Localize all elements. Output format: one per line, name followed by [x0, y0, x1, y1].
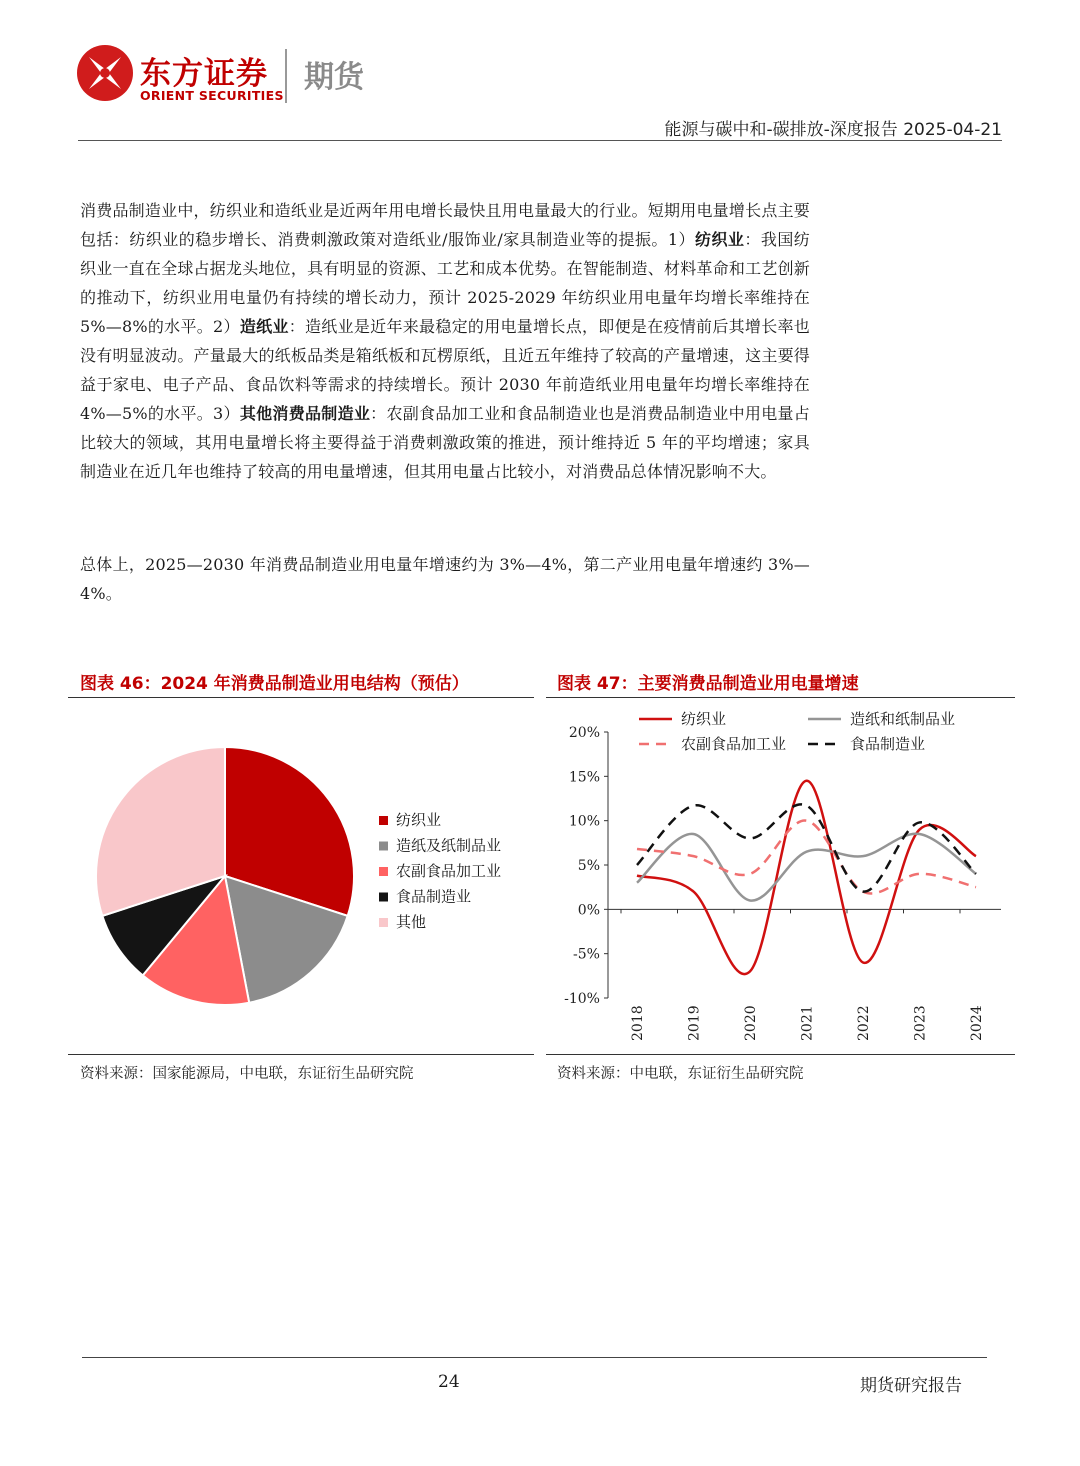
- legend-swatch-4: [379, 918, 388, 927]
- series-line-1: [637, 834, 976, 901]
- legend-label-3: 食品制造业: [396, 887, 472, 906]
- footer-label: 期货研究报告: [860, 1376, 962, 1396]
- bold-heading-run: 造纸业: [239, 317, 289, 336]
- legend-swatch-0: [379, 816, 388, 825]
- legend-label-2: 农副食品加工业: [681, 735, 787, 753]
- brand-divider: [285, 49, 287, 103]
- legend-label-4: 其他: [396, 913, 427, 931]
- legend-label-1: 造纸及纸制品业: [396, 836, 502, 855]
- body-paragraph-2: 总体上，2025—2030 年消费品制造业用电量年增速约为 3%—4%，第二产业用电量年增速约 3%—4%。: [80, 555, 810, 603]
- brand-name-cn: 东方证券: [140, 56, 268, 92]
- figure-47-bottom-rule: [546, 1054, 1015, 1055]
- x-tick-label: 2022: [856, 1005, 872, 1041]
- text-run: ：我国纺织业一直在全球占据龙头地位，具有明显的资源、工艺和成本优势。在智能制造、材料革命和工艺创新的推动下，纺织业用电量仍有持续的增长动力，预计 2025-2029 年纺织业用电量年均增长率维持在 5%—8%的水平。2）: [80, 230, 810, 336]
- legend-label-0: 纺织业: [396, 811, 442, 829]
- figure-47-top-rule: [546, 697, 1015, 698]
- y-tick-label: 20%: [568, 725, 600, 741]
- series-line-2: [637, 821, 976, 894]
- bold-heading-run: 其他消费品制造业: [239, 404, 371, 423]
- y-tick-label: 10%: [568, 813, 600, 830]
- y-tick-label: 0%: [577, 902, 600, 919]
- y-tick-label: 5%: [577, 858, 600, 874]
- body-paragraph-1: [80, 196, 810, 486]
- figure-47-source: 资料来源：中电联，东证衍生品研究院: [557, 1066, 804, 1082]
- y-tick-label: -10%: [564, 991, 600, 1007]
- brand-name-en: ORIENT SECURITIES: [140, 88, 284, 103]
- legend-swatch-1: [379, 842, 388, 851]
- x-tick-label: 2018: [630, 1005, 646, 1041]
- figure-46-source: 资料来源：国家能源局，中电联，东证衍生品研究院: [80, 1066, 414, 1082]
- y-tick-label: -5%: [573, 946, 600, 963]
- bold-heading-run: 纺织业: [695, 230, 745, 249]
- legend-swatch-3: [379, 893, 388, 902]
- header-divider: [78, 140, 1002, 141]
- page-number: 24: [438, 1372, 460, 1392]
- line-chart: [546, 700, 1015, 1052]
- series-line-3: [637, 804, 976, 891]
- x-tick-label: 2021: [799, 1005, 816, 1041]
- x-tick-label: 2023: [912, 1005, 929, 1041]
- y-tick-label: 15%: [568, 769, 600, 786]
- text-run: ：造纸业是近年来最稳定的用电量增长点，即便是在疫情前后其增长率也没有明显波动。产量最大的纸板品类是箱纸板和瓦楞原纸，且近五年维持了较高的产量增速，这主要得益于家电、电子产品、食品饮料等需求的持续增长。预计 2030 年前造纸业用电量年均增长率维持在 4%—5%的水平。3）: [80, 317, 810, 423]
- text-run: 消费品制造业中，纺织业和造纸业是近两年用电增长最快且用电量最大的行业。短期用电量增长点主要包括：纺织业的稳步增长、消费刺激政策对造纸业/服饰业/家具制造业等的提振。1）: [80, 201, 810, 249]
- figure-46-bottom-rule: [68, 1054, 534, 1055]
- brand-subtitle: 期货: [304, 60, 364, 95]
- figure-46-title: 图表 46：2024 年消费品制造业用电结构（预估）: [80, 674, 469, 694]
- text-run: ：农副食品加工业和食品制造业也是消费品制造业中用电量占比较大的领域，其用电量增长将主要得益于消费刺激政策的推进，预计维持近 5 年的平均增速；家具制造业在近几年也维持了较高的用电量增速，但其用电量占比较小，对消费品总体情况影响不大。: [80, 404, 811, 481]
- x-tick-label: 2019: [686, 1005, 703, 1041]
- legend-label-2: 农副食品加工业: [396, 862, 502, 880]
- figure-46-top-rule: [68, 697, 534, 698]
- legend-label-0: 纺织业: [681, 710, 727, 728]
- x-tick-label: 2020: [743, 1005, 759, 1041]
- report-title-date: 能源与碳中和-碳排放-深度报告 2025-04-21: [664, 120, 1002, 140]
- orient-securities-logo-icon: [76, 44, 134, 102]
- footer-divider: [82, 1357, 987, 1358]
- series-line-0: [637, 781, 976, 974]
- x-tick-label: 2024: [969, 1005, 985, 1041]
- legend-label-1: 造纸和纸制品业: [850, 710, 956, 728]
- legend-label-3: 食品制造业: [850, 735, 926, 753]
- pie-chart: [68, 700, 534, 1050]
- legend-swatch-2: [379, 867, 388, 876]
- figure-47-title: 图表 47：主要消费品制造业用电量增速: [557, 674, 859, 694]
